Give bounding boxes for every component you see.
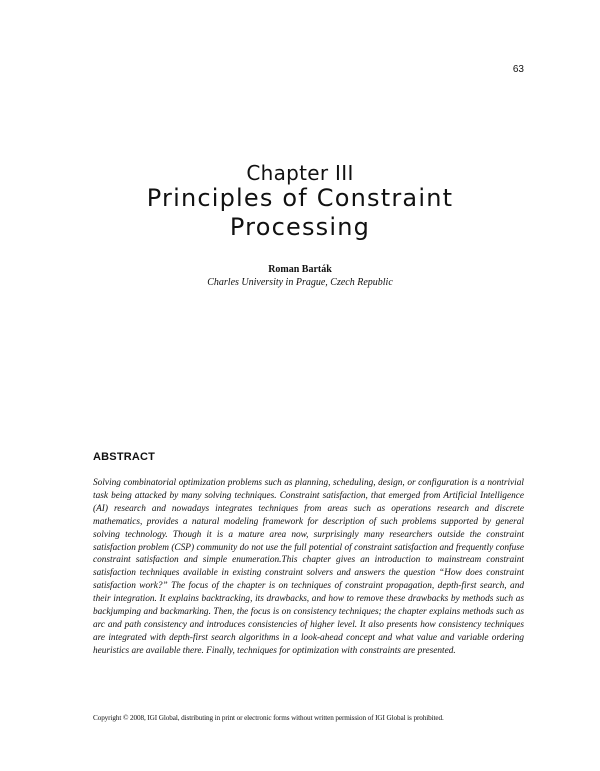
chapter-title-line-2: Processing bbox=[229, 213, 371, 241]
chapter-label: Chapter III bbox=[246, 161, 354, 185]
chapter-title bbox=[0, 184, 600, 242]
author-name: Roman Barták bbox=[268, 264, 332, 275]
page-number: 63 bbox=[512, 64, 524, 75]
copyright-notice: Copyright © 2008, IGI Global, distributing in print or electronic forms without written permission of IGI Global is prohibited. bbox=[93, 714, 444, 722]
chapter-title-line-1: Principles of Constraint bbox=[146, 184, 454, 212]
abstract-body: Solving combinatorial optimization problems such as planning, scheduling, design, or configuration is a nontrivial task being attacked by many solving techniques. Constraint satisfaction, that emerged from Artificial Intelligence (AI) research and nowadays integrates techniques from areas such as operations research and discrete mathematics, provides a natural modeling framework for description of such problems supported by general solving technology. Though it is a mature area now, surprisingly many researchers outside the constraint satisfaction problem (CSP) community do not use the full potential of constraint satisfaction and frequently confuse constraint satisfaction and simple enumeration.This chapter gives an introduction to mainstream constraint satisfaction techniques available in existing constraint solvers and answers the question “How does constraint satisfaction work?” The focus of the chapter is on techniques of constraint propagation, depth-first search, and their integration. It explains backtracking, its drawbacks, and how to remove these drawbacks by methods such as backjumping and backmarking. Then, the focus is on consistency techniques; the chapter explains methods such as arc and path consistency and introduces consistencies of higher level. It also presents how consistency techniques are integrated with depth-first search algorithms in a look-ahead concept and what value and variable ordering heuristics are available there. Finally, techniques for optimization with constraints are presented. bbox=[93, 478, 524, 656]
author-affiliation: Charles University in Prague, Czech Republic bbox=[207, 277, 393, 288]
abstract-heading: ABSTRACT bbox=[93, 451, 156, 463]
